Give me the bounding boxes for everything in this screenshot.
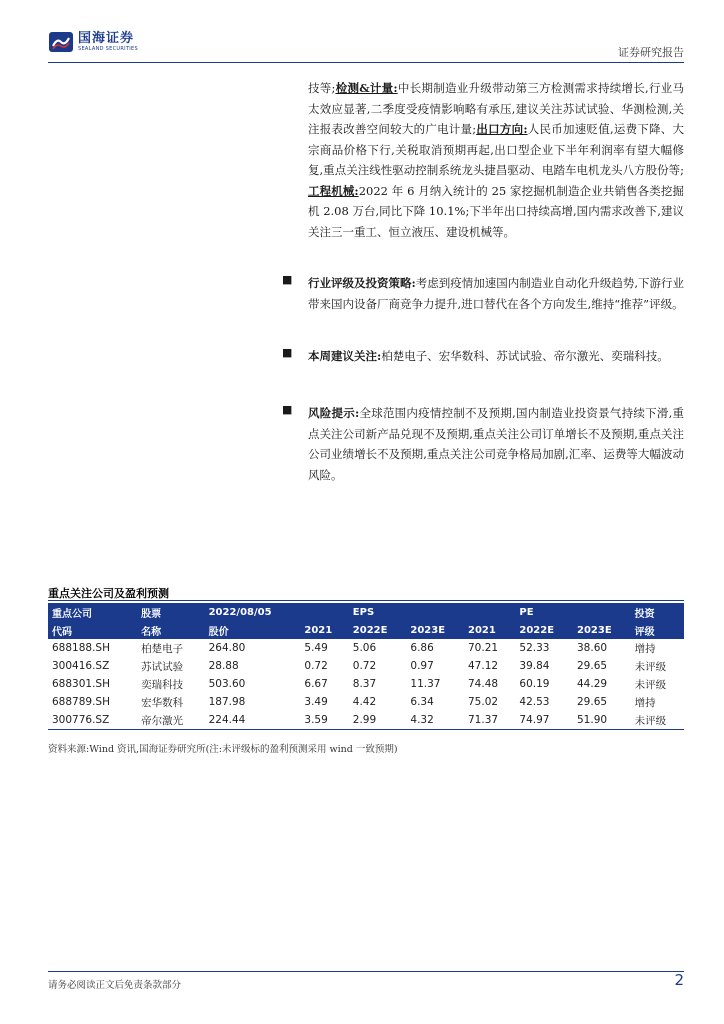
header-cell: 股价 (205, 621, 301, 639)
price-cell: 264.80 (208, 642, 246, 654)
keyword-testing-measurement: 检测&计量: (335, 81, 398, 95)
pe-2023e-cell: 29.65 (577, 696, 608, 708)
weekly-focus-paragraph (308, 346, 684, 367)
pe-2022e-cell: 74.97 (515, 711, 573, 730)
header-cell (406, 603, 464, 621)
pe-2021-cell: 75.02 (468, 696, 499, 708)
stock-name-cell: 奕瑞科技 (141, 678, 184, 691)
table-row (48, 657, 684, 675)
header-cell: 名称 (137, 621, 205, 639)
table-title-divider (48, 600, 684, 601)
header-cell (573, 603, 631, 621)
weekly-focus-label: 本周建议关注: (308, 349, 382, 363)
price-cell: 224.44 (205, 711, 301, 730)
header-cell: 股票 (137, 603, 205, 621)
header-cell: PE (515, 603, 573, 621)
paragraph-text: 中长期制造业升级带动第三方检测需求持续增长,行业马太效应显著,二季度受疫情影响略有承压,建议关注苏试试验、华测检测,关注报表改善空间较大的广电计量; (308, 81, 684, 136)
footer-divider (48, 971, 684, 972)
stock-name-cell: 苏试试验 (141, 660, 184, 673)
stock-code-cell: 688789.SH (52, 696, 110, 708)
bullet-square-icon: ■ (282, 346, 293, 359)
header-cell: 2023E (573, 621, 631, 639)
pe-2023e-cell: 29.65 (577, 660, 608, 672)
strategy-text: 考虑到疫情加速国内制造业自动化升级趋势,下游行业带来国内设备厂商竞争力提升,进口替代在各个方向发生,维持“推荐”评级。 (308, 276, 685, 311)
bullet-square-icon: ■ (282, 403, 293, 416)
stock-name-cell: 帝尔激光 (137, 711, 205, 730)
page-number: 2 (674, 971, 684, 989)
risk-label: 风险提示: (308, 406, 360, 420)
header-cell: 2022/08/05 (205, 603, 301, 621)
paragraph-text: 技等; (308, 81, 336, 95)
header-divider (48, 62, 684, 63)
pe-2022e-cell: 42.53 (519, 696, 550, 708)
price-cell: 503.60 (208, 678, 246, 690)
header-cell: 2021 (300, 621, 348, 639)
report-type-label: 证券研究报告 (618, 46, 684, 59)
pe-2022e-cell: 60.19 (519, 678, 550, 690)
table-row (48, 711, 684, 730)
weekly-focus-text: 柏楚电子、宏华数科、苏试试验、帝尔激光、奕瑞科技。 (381, 349, 669, 363)
table-title: 重点关注公司及盈利预测 (48, 587, 169, 600)
pe-2023e-cell: 51.90 (573, 711, 631, 730)
logo-chinese-name: 国海证券 (78, 31, 135, 46)
paragraph-text: 2022 年 6 月纳入统计的 25 家挖掘机制造企业共销售各类挖掘机 2.08 万台,同比下降 10.1%;下半年出口持续高增,国内需求改善下,建议关注三一重工、恒立液压、建设机械等。 (308, 183, 684, 239)
stock-name-cell: 宏华数科 (141, 696, 184, 709)
pe-2023e-cell: 44.29 (577, 678, 608, 690)
eps-2023e-cell: 6.34 (410, 696, 434, 708)
eps-2023e-cell: 4.32 (406, 711, 464, 730)
pe-2023e-cell: 38.60 (577, 642, 608, 654)
rating-cell: 未评级 (631, 711, 684, 730)
bullet-square-icon: ■ (282, 273, 293, 286)
rating-cell: 增持 (634, 642, 656, 655)
header-cell: 重点公司 (48, 603, 137, 621)
price-cell: 187.98 (208, 696, 246, 708)
eps-2021-cell: 3.49 (304, 696, 328, 708)
table-header-row (48, 621, 684, 639)
disclaimer-note: 请务必阅读正文后免责条款部分 (48, 980, 182, 991)
price-cell: 28.88 (208, 660, 239, 672)
header-cell: 投资 (631, 603, 684, 621)
strategy-paragraph (308, 273, 684, 314)
risk-paragraph (308, 403, 684, 485)
header-cell: 2021 (464, 621, 515, 639)
table-row (48, 675, 684, 693)
sealand-logo (48, 30, 138, 54)
risk-text: 全球范围内疫情控制不及预期,国内制造业投资景气持续下滑,重点关注公司新产品兑现不及预期,重点关注公司订单增长不及预期,重点关注公司业绩增长不及预期,重点关注公司竞争格局加剧,汇率、运费等大幅波动风险。 (308, 406, 685, 482)
stock-code-cell: 688188.SH (52, 642, 110, 654)
header-cell: 代码 (48, 621, 137, 639)
stock-code-cell: 300776.SZ (48, 711, 137, 730)
eps-2022e-cell: 2.99 (349, 711, 407, 730)
sector-overview-paragraph (308, 78, 684, 242)
eps-2022e-cell: 8.37 (352, 678, 377, 690)
keyword-construction-machinery: 工程机械: (308, 183, 359, 198)
eps-2021-cell: 5.49 (304, 642, 328, 654)
stock-code-cell: 688301.SH (52, 678, 110, 690)
header-cell: 2022E (515, 621, 573, 639)
header-cell (300, 603, 348, 621)
eps-2022e-cell: 5.06 (352, 642, 377, 654)
header-cell: 评级 (631, 621, 684, 639)
pe-2021-cell: 70.21 (468, 642, 499, 654)
eps-2021-cell: 0.72 (304, 660, 328, 672)
strategy-label: 行业评级及投资策略: (308, 276, 416, 290)
pe-2021-cell: 71.37 (464, 711, 515, 730)
pe-2021-cell: 74.48 (468, 678, 499, 690)
pe-2021-cell: 47.12 (468, 660, 499, 672)
eps-2021-cell: 6.67 (304, 678, 328, 690)
eps-2023e-cell: 11.37 (410, 678, 441, 690)
header-cell (464, 603, 515, 621)
header-cell: 2023E (406, 621, 464, 639)
pe-2022e-cell: 39.84 (519, 660, 550, 672)
stock-code-cell: 300416.SZ (52, 660, 110, 672)
table-row (48, 693, 684, 711)
rating-cell: 未评级 (634, 660, 667, 673)
eps-2023e-cell: 6.86 (410, 642, 434, 654)
header-cell: EPS (349, 603, 407, 621)
stock-name-cell: 柏楚电子 (141, 642, 184, 655)
keyword-export: 出口方向: (476, 122, 528, 136)
page-header (48, 30, 684, 64)
sealand-logo-icon (48, 30, 74, 54)
rating-cell: 未评级 (634, 678, 667, 691)
eps-2021-cell: 3.59 (300, 711, 348, 730)
eps-2023e-cell: 0.97 (410, 660, 434, 672)
table-row (48, 639, 684, 657)
eps-2022e-cell: 0.72 (352, 660, 377, 672)
eps-2022e-cell: 4.42 (352, 696, 377, 708)
logo-english-name: SEALAND SECURITIES (78, 46, 138, 52)
pe-2022e-cell: 52.33 (519, 642, 550, 654)
table-header-row (48, 603, 684, 621)
paragraph-text: 人民币加速贬值,运费下降、大宗商品价格下行,关税取消预期再起,出口型企业下半年利润率有望大幅修复,重点关注线性驱动控制系统龙头捷昌驱动、电踏车电机龙头八方股份等; (308, 122, 685, 177)
header-cell: 2022E (349, 621, 407, 639)
earnings-forecast-table (48, 603, 684, 730)
rating-cell: 增持 (634, 696, 656, 709)
table-source-note: 资料来源:Wind 资讯,国海证券研究所(注:未评级标的盈利预测采用 wind 一致预期) (48, 744, 398, 755)
